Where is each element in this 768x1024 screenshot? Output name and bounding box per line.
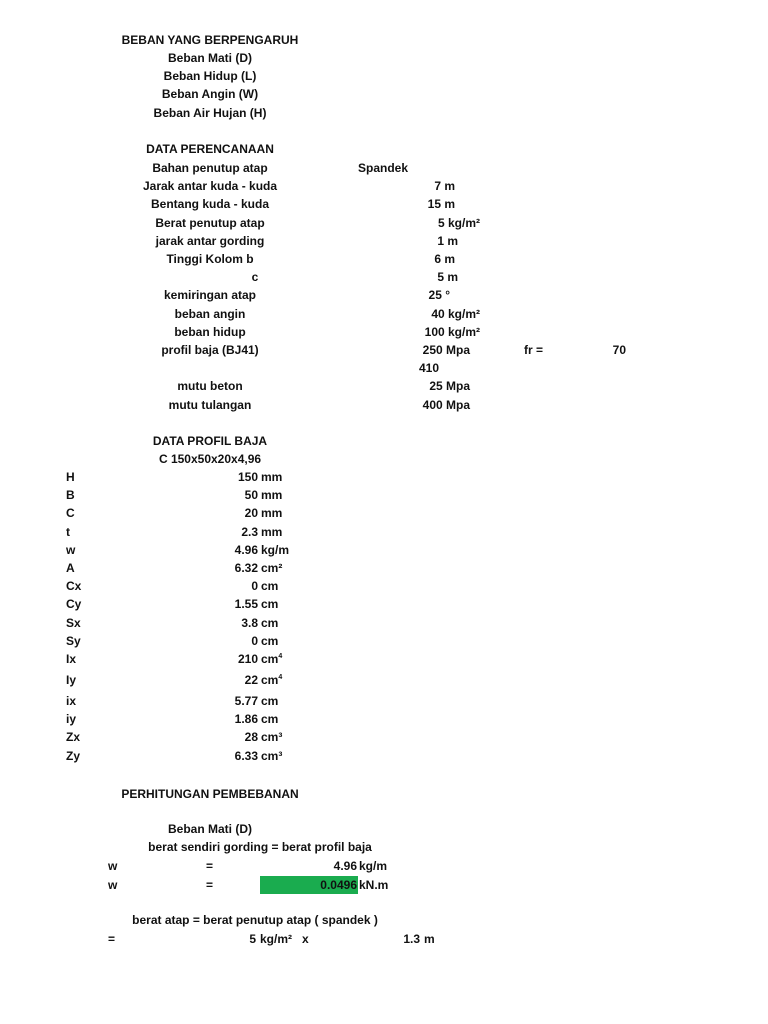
- profil-unit-text: cm³: [261, 730, 283, 745]
- perencanaan-label: beban angin: [174, 306, 246, 321]
- profil-value: 50: [244, 488, 258, 503]
- profil-unit-text: mm: [261, 488, 283, 503]
- profil-symbol: C: [66, 506, 75, 521]
- profil-unit: [261, 634, 321, 648]
- profil-symbol: Sx: [66, 615, 81, 630]
- perencanaan-label: c: [251, 270, 259, 285]
- profil-unit-text: cm: [261, 579, 279, 594]
- fr-value: 70: [612, 343, 626, 357]
- profil-symbol: w: [66, 542, 76, 557]
- perencanaan-value: 25 Mpa: [429, 379, 470, 394]
- profil-symbol: ix: [66, 694, 77, 708]
- profil-value: 210: [237, 652, 258, 666]
- profil-unit-text: cm: [261, 633, 279, 648]
- profil-unit-text: cm: [261, 615, 279, 630]
- profil-value: 4.96: [234, 542, 258, 557]
- perencanaan-label: Tinggi Kolom b: [166, 252, 254, 266]
- profil-unit-text: cm²: [261, 561, 283, 575]
- profil-unit: [261, 506, 321, 520]
- atap-line: berat atap = berat penutup atap ( spandek ): [132, 913, 378, 927]
- profil-symbol: Sy: [66, 633, 81, 648]
- profil-unit: [261, 616, 321, 630]
- profil-unit: [261, 579, 321, 593]
- profil-symbol: Cy: [66, 597, 82, 612]
- profil-value: 6.32: [234, 561, 258, 575]
- perencanaan-label: jarak antar gording: [155, 233, 265, 248]
- profil-unit-text: mm: [261, 506, 283, 521]
- profil-unit-text: cm: [261, 712, 279, 727]
- profil-unit-text: cm: [261, 673, 279, 687]
- profil-unit: [261, 652, 321, 666]
- profil-unit: [261, 488, 321, 502]
- perencanaan-value: Spandek: [358, 161, 409, 175]
- atap-value: 5: [249, 932, 256, 946]
- profil-symbol: A: [66, 561, 75, 575]
- profil-value: 0: [251, 579, 258, 594]
- profil-unit-exponent: 4: [278, 653, 283, 660]
- w-value: 0.0496: [320, 878, 357, 892]
- profil-value: 2.3: [241, 524, 258, 539]
- atap-value2: 1.3: [403, 932, 420, 946]
- perencanaan-label: Bahan penutup atap: [152, 161, 268, 175]
- beban-item: Beban Mati (D): [168, 51, 252, 65]
- profil-title: DATA PROFIL BAJA: [152, 434, 268, 448]
- profil-value: 28: [244, 730, 258, 745]
- perencanaan-label: Bentang kuda - kuda: [150, 197, 269, 212]
- profil-symbol: B: [66, 488, 75, 503]
- profil-value: 6.33: [234, 748, 258, 763]
- profil-unit: [261, 694, 321, 708]
- perencanaan-value: 40 kg/m²: [431, 306, 480, 321]
- perencanaan-label: mutu tulangan: [168, 397, 252, 412]
- profil-value: 5.77: [234, 694, 258, 708]
- perencanaan-value: 410: [419, 361, 440, 376]
- data-perencanaan-title: DATA PERENCANAAN: [146, 142, 274, 156]
- profil-unit-exponent: 4: [278, 674, 283, 681]
- perencanaan-value: 100 kg/m²: [424, 324, 480, 339]
- beban-section-title: BEBAN YANG BERPENGARUH: [121, 33, 299, 47]
- perencanaan-label: mutu beton: [177, 379, 243, 394]
- perencanaan-value: 400 Mpa: [422, 397, 470, 412]
- atap-unit2: m: [424, 932, 435, 946]
- profil-unit-text: cm: [261, 652, 279, 666]
- w-unit: kN.m: [359, 878, 389, 892]
- w-value: 4.96: [333, 859, 357, 873]
- w-equals: =: [206, 859, 214, 873]
- profil-value: 1.55: [234, 597, 258, 612]
- profil-unit: [261, 749, 321, 763]
- perencanaan-value: 1 m: [437, 233, 458, 248]
- beban-item: Beban Hidup (L): [163, 69, 257, 84]
- profil-unit: [261, 712, 321, 726]
- fr-label: fr =: [524, 343, 544, 357]
- perencanaan-label: profil baja (BJ41): [161, 343, 259, 357]
- w-equals: =: [206, 878, 214, 892]
- perencanaan-value: 5 kg/m²: [437, 215, 480, 230]
- profil-symbol: H: [66, 470, 75, 484]
- perhitungan-title: PERHITUNGAN PEMBEBANAN: [121, 787, 299, 801]
- profil-symbol: t: [66, 524, 70, 539]
- perencanaan-value: 7 m: [434, 179, 455, 194]
- perencanaan-label: Jarak antar kuda - kuda: [142, 179, 278, 194]
- profil-symbol: Cx: [66, 579, 82, 594]
- profil-value: 3.8: [241, 615, 258, 630]
- profil-unit-text: mm: [261, 470, 283, 484]
- perencanaan-value: 15 m: [427, 197, 455, 212]
- profil-unit: [261, 673, 321, 687]
- profil-unit: [261, 597, 321, 611]
- beban-item: Beban Angin (W): [161, 87, 259, 102]
- atap-unit: kg/m²: [260, 932, 293, 946]
- profil-unit: [261, 470, 321, 484]
- profil-unit: [261, 561, 321, 575]
- perencanaan-value: 25 °: [428, 288, 450, 303]
- atap-equals: =: [108, 932, 116, 946]
- profil-unit: [261, 525, 321, 539]
- w-unit: kg/m: [359, 859, 388, 873]
- gording-line: berat sendiri gording = berat profil baja: [148, 840, 372, 854]
- perhitungan-subtitle: Beban Mati (D): [168, 822, 252, 836]
- profil-symbol: Zy: [66, 748, 81, 763]
- profil-symbol: Zx: [66, 730, 81, 745]
- perencanaan-value: 6 m: [434, 252, 455, 266]
- profil-subtitle: C 150x50x20x4,96: [158, 452, 262, 466]
- beban-item: Beban Air Hujan (H): [153, 105, 267, 120]
- perencanaan-value: 250 Mpa: [422, 343, 470, 357]
- profil-unit: [261, 543, 321, 557]
- profil-symbol: iy: [66, 712, 77, 727]
- profil-unit-text: mm: [261, 524, 283, 539]
- profil-symbol: Iy: [66, 673, 77, 687]
- profil-unit-text: cm: [261, 597, 279, 612]
- atap-operator: x: [302, 932, 309, 946]
- profil-value: 0: [251, 633, 258, 648]
- perencanaan-label: Berat penutup atap: [155, 215, 265, 230]
- w-symbol: w: [108, 878, 118, 892]
- perencanaan-label: kemiringan atap: [163, 288, 257, 303]
- perencanaan-value: 5 m: [437, 270, 458, 285]
- profil-unit: [261, 730, 321, 744]
- profil-value: 1.86: [234, 712, 258, 727]
- profil-unit-text: cm: [261, 694, 279, 708]
- profil-value: 20: [244, 506, 258, 521]
- profil-unit-text: cm³: [261, 748, 283, 763]
- profil-value: 22: [244, 673, 258, 687]
- profil-unit-text: kg/m: [261, 542, 290, 557]
- w-symbol: w: [108, 859, 118, 873]
- profil-value: 150: [237, 470, 258, 484]
- perencanaan-label: beban hidup: [174, 324, 246, 339]
- profil-symbol: Ix: [66, 652, 77, 666]
